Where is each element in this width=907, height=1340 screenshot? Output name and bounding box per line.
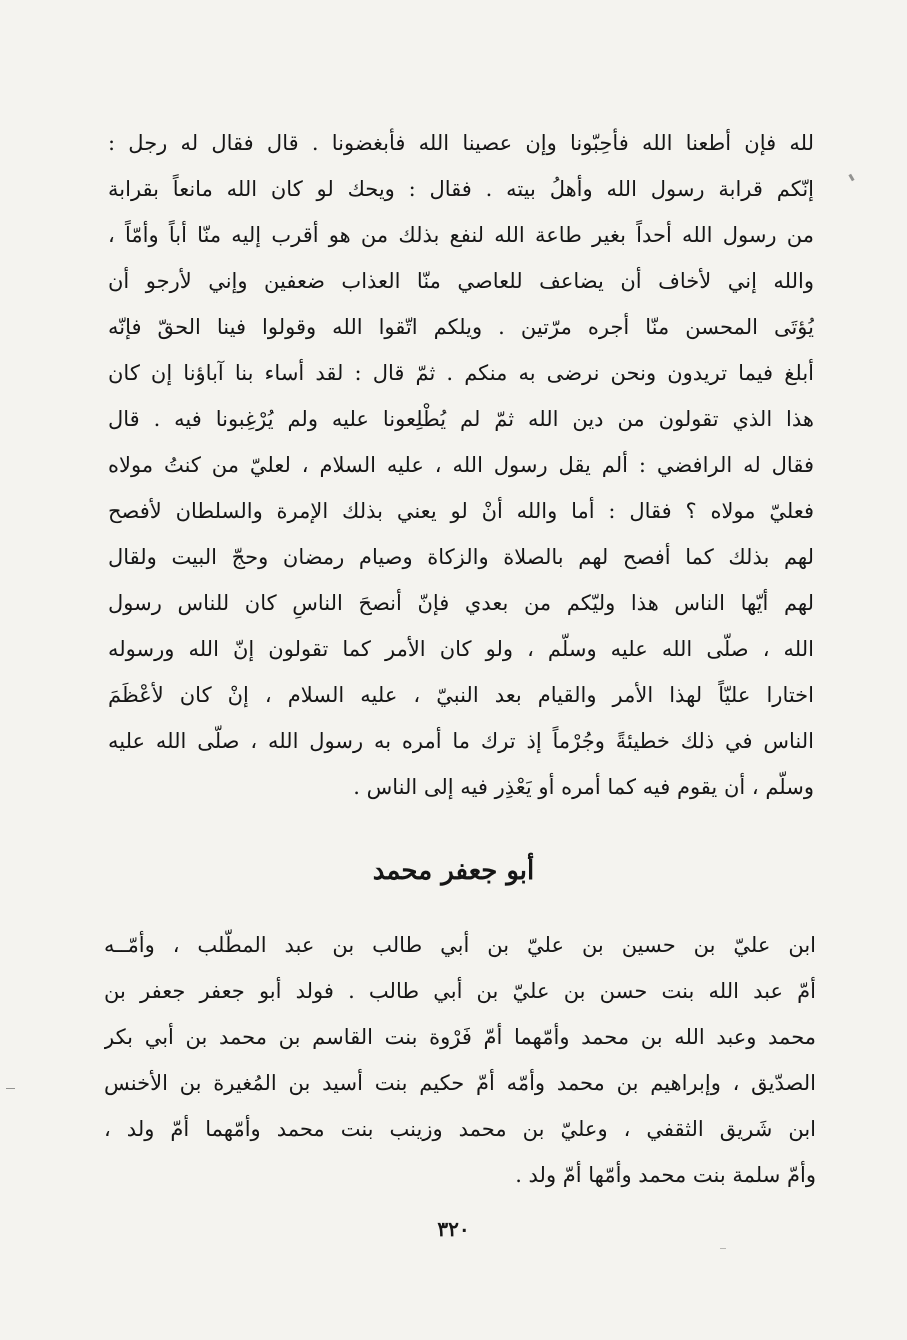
ink-speck bbox=[720, 1248, 726, 1249]
text-line: الناس في ذلك خطيئةً وجُرْماً إذ ترك ما أمره به رسول الله ، صلّى الله عليه bbox=[108, 729, 814, 753]
text-line: محمد وعبد الله بن محمد وأمّهما أمّ فَرْوة بنت القاسم بن محمد بن أبي بكر bbox=[104, 1025, 816, 1049]
page-number: ٣٢٠ bbox=[437, 1217, 470, 1241]
text-line: من رسول الله أحداً بغير طاعة الله لنفع بذلك من هو أقرب إليه منّا أباً وأمّاً ، bbox=[108, 223, 814, 247]
ink-speck bbox=[6, 1088, 15, 1089]
paragraph-2 bbox=[104, 922, 816, 1198]
paragraph-1 bbox=[108, 120, 814, 810]
text-line: ابن عليّ بن حسين بن عليّ بن أبي طالب بن عبد المطّلب ، وأمّــه bbox=[104, 933, 816, 957]
section-heading: أبو جعفر محمد bbox=[372, 856, 535, 886]
text-line: هذا الذي تقولون من دين الله ثمّ لم يُطْلِعونا عليه ولم يُرْغِبونا فيه . قال bbox=[108, 407, 814, 431]
text-line: فعليّ مولاه ؟ فقال : أما والله أنْ لو يعني بذلك الإمرة والسلطان لأفصح bbox=[108, 499, 814, 523]
text-line: اختارا عليّاً لهذا الأمر والقيام بعد النبيّ ، عليه السلام ، إنْ كان لأعْظَمَ bbox=[108, 683, 814, 707]
text-line: وسلّم ، أن يقوم فيه كما أمره أو يَعْذِر فيه إلى الناس . bbox=[353, 775, 814, 799]
text-line: وأمّ سلمة بنت محمد وأمّها أمّ ولد . bbox=[515, 1163, 816, 1187]
text-line: أبلغ فيما تريدون ونحن نرضى به منكم . ثمّ قال : لقد أساء بنا آباؤنا إن كان bbox=[108, 361, 814, 385]
text-line: الله ، صلّى الله عليه وسلّم ، ولو كان الأمر كما تقولون إنّ الله ورسوله bbox=[108, 637, 814, 661]
text-line: أمّ عبد الله بنت حسن بن عليّ بن أبي طالب . فولد أبو جعفر جعفر بن bbox=[104, 979, 816, 1003]
text-line: ابن شَريق الثقفي ، وعليّ بن محمد وزينب بنت محمد وأمّهما أمّ ولد ، bbox=[104, 1117, 816, 1141]
text-line: الصدّيق ، وإبراهيم بن محمد وأمّه أمّ حكيم بنت أسيد بن المُغيرة بن الأخنس bbox=[104, 1071, 816, 1095]
text-line: لهم أيّها الناس هذا وليّكم من بعدي فإنّ أنصحَ الناسِ كان للناس رسول bbox=[108, 591, 814, 615]
text-line: لهم بذلك كما أفصح لهم بالصلاة والزكاة وصيام رمضان وحجّ البيت ولقال bbox=[108, 545, 814, 569]
text-line: فقال له الرافضي : ألم يقل رسول الله ، عليه السلام ، لعليّ من كنتُ مولاه bbox=[108, 453, 814, 477]
ink-speck bbox=[848, 174, 854, 182]
text-line: إنّكم قرابة رسول الله وأهلُ بيته . فقال : ويحك لو كان الله مانعاً بقرابة bbox=[108, 177, 814, 201]
text-line: لله فإن أطعنا الله فأحِبّونا وإن عصينا الله فأبغضونا . قال فقال له رجل : bbox=[108, 131, 814, 155]
text-line: والله إني لأخاف أن يضاعف للعاصي منّا العذاب ضعفين وإني لأرجو أن bbox=[108, 269, 814, 293]
text-line: يُؤتَى المحسن منّا أجره مرّتين . ويلكم اتّقوا الله وقولوا فينا الحقّ فإنّه bbox=[108, 315, 814, 339]
